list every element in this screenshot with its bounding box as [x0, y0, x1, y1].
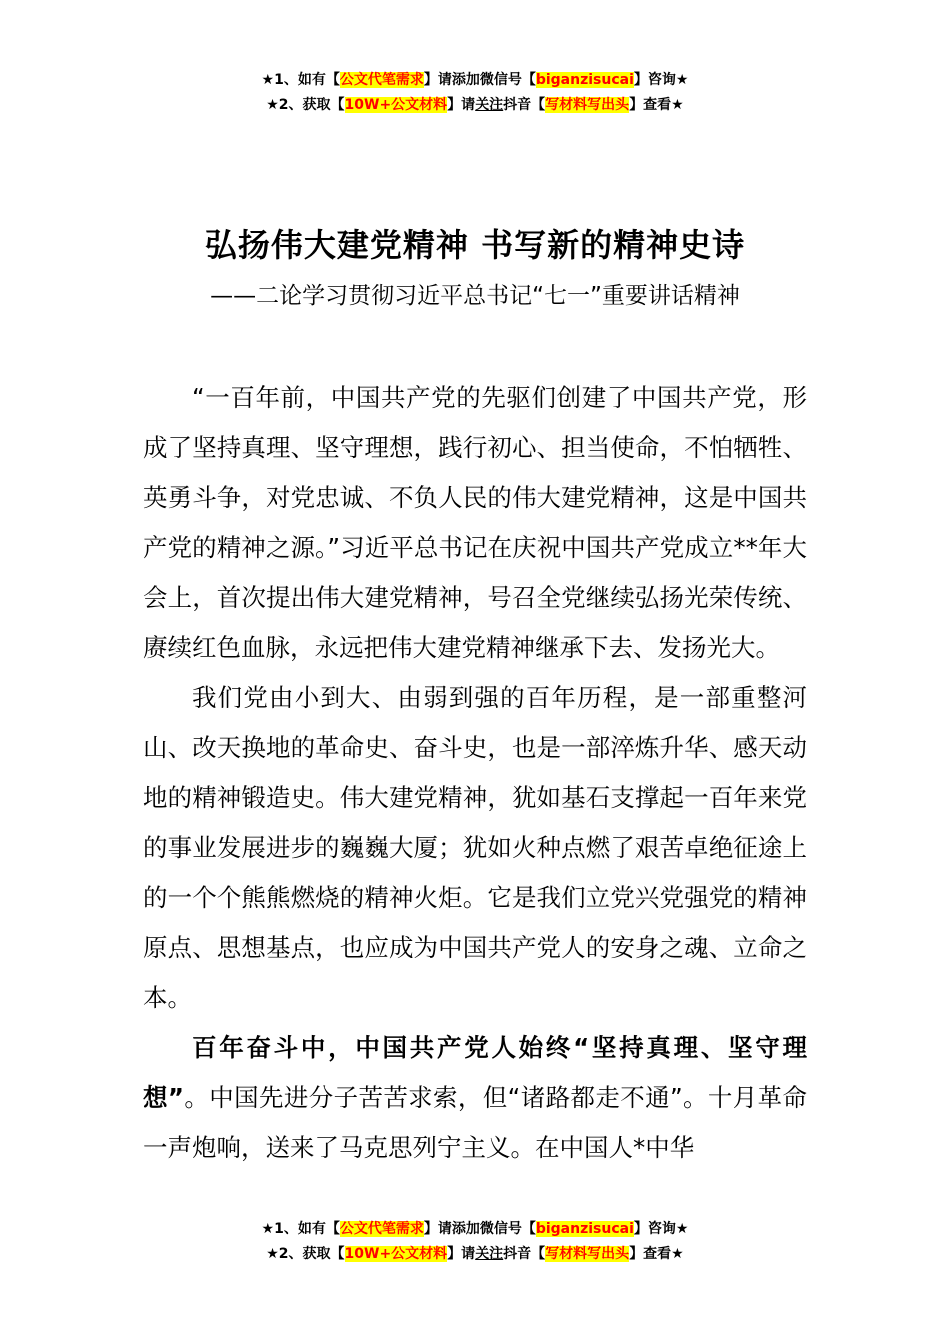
promo-highlight: 公文代笔需求 — [339, 1221, 424, 1237]
promo-banner-bottom — [0, 1217, 950, 1267]
promo-text: 】请 — [447, 97, 476, 113]
promo-text: 】查看★ — [629, 97, 684, 113]
promo-text: 】请添加微信号【 — [423, 1221, 536, 1237]
paragraph-3-lead: 百年奋斗中，中国共产党人始终“坚持真理、坚守理想” — [143, 1033, 807, 1112]
wechat-id-highlight: biganzisucai — [535, 72, 634, 88]
promo-highlight: 10W+公文材料 — [344, 97, 448, 113]
promo-highlight: 10W+公文材料 — [344, 1246, 448, 1262]
document-body — [143, 373, 807, 1173]
paragraph-1: “一百年前，中国共产党的先驱们创建了中国共产党，形成了坚持真理、坚守理想，践行初心、担当使命，不怕牺牲、英勇斗争，对党忠诚、不负人民的伟大建党精神，这是中国共产党的精神之源。”习近平总书记在庆祝中国共产党成立**年大会上，首次提出伟大建党精神，号召全党继续弘扬光荣传统、赓续红色血脉，永远把伟大建党精神继承下去、发扬光大。 — [143, 383, 807, 662]
promo-underline: 关注 — [475, 97, 504, 113]
promo-text: ★1、如有【 — [261, 1221, 340, 1237]
promo-line-1 — [0, 1217, 950, 1242]
promo-text: 抖音【 — [503, 97, 546, 113]
promo-highlight: 写材料写出头 — [545, 1246, 630, 1262]
promo-text: ★1、如有【 — [261, 72, 340, 88]
promo-text: ★2、获取【 — [266, 1246, 345, 1262]
promo-text: 】请 — [447, 1246, 476, 1262]
promo-line-2 — [0, 1242, 950, 1267]
document-title: 弘扬伟大建党精神 书写新的精神史诗 — [204, 226, 746, 264]
promo-highlight: 写材料写出头 — [545, 97, 630, 113]
promo-text: ★2、获取【 — [266, 97, 345, 113]
promo-text: 】查看★ — [629, 1246, 684, 1262]
paragraph-3-text: 。中国先进分子苦苦求索，但“诸路都走不通”。十月革命一声炮响，送来了马克思列宁主义。在中国人*中华 — [143, 1083, 807, 1162]
paragraph-3 — [143, 1023, 807, 1173]
promo-text: 】咨询★ — [633, 72, 689, 88]
promo-text: 】请添加微信号【 — [423, 72, 536, 88]
promo-line-2 — [0, 93, 950, 118]
promo-text: 】咨询★ — [633, 1221, 689, 1237]
paragraph-2: 我们党由小到大、由弱到强的百年历程，是一部重整河山、改天换地的革命史、奋斗史，也是一部淬炼升华、感天动地的精神锻造史。伟大建党精神，犹如基石支撑起一百年来党的事业发展进步的巍巍大厦；犹如火种点燃了艰苦卓绝征途上的一个个熊熊燃烧的精神火炬。它是我们立党兴党强党的精神原点、思想基点，也应成为中国共产党人的安身之魂、立命之本。 — [143, 683, 807, 1012]
document-subtitle: ——二论学习贯彻习近平总书记“七一”重要讲话精神 — [210, 283, 740, 309]
promo-highlight: 公文代笔需求 — [339, 72, 424, 88]
promo-line-1 — [0, 68, 950, 93]
promo-text: 抖音【 — [503, 1246, 546, 1262]
promo-underline: 关注 — [475, 1246, 504, 1262]
wechat-id-highlight: biganzisucai — [535, 1221, 634, 1237]
promo-banner-top — [0, 68, 950, 118]
